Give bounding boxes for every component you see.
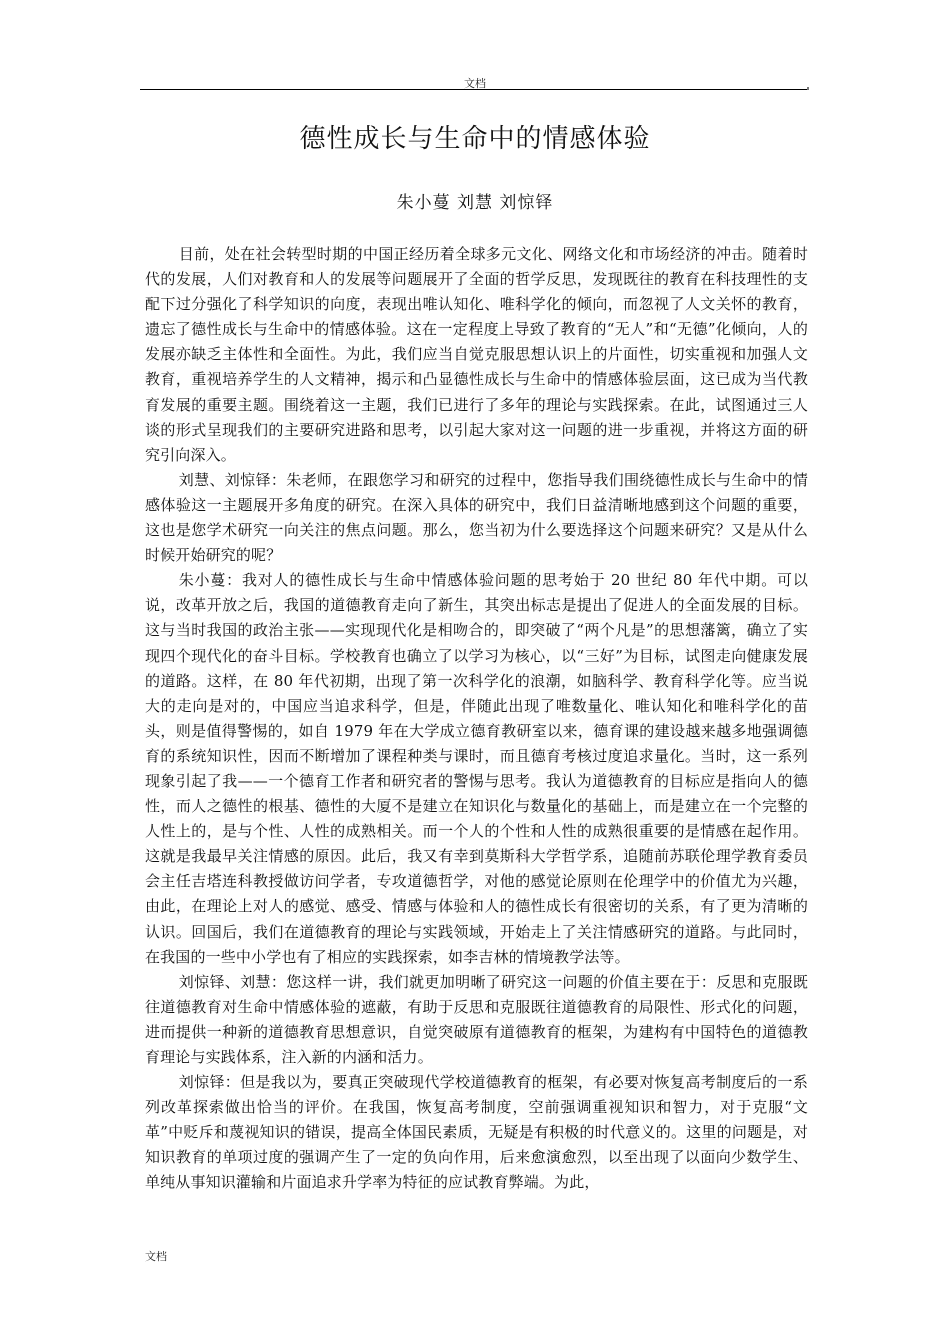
paragraph-question-1: 刘慧、刘惊铎：朱老师，在跟您学习和研究的过程中，您指导我们围绕德性成长与生命中的情感体验这一主题展开多角度的研究。在深入具体的研究中，我们日益清晰地感到这个问题的重要，这也是您学术研究一向关注的焦点问题。那么，您当初为什么要选择这个问题来研究？又是从什么时候开始研究的呢？	[145, 470, 808, 565]
paragraph-response-2: 刘惊铎、刘慧：您这样一讲，我们就更加明晰了研究这一问题的价值主要在于：反思和克服既往道德教育对生命中情感体验的遮蔽，有助于反思和克服既往道德教育的局限性、形式化的问题，进而提供一种新的道德教育思想意识，自觉突破原有道德教育的框架，为建构有中国特色的道德教育理论与实践体系，注入新的内涵和活力。	[145, 972, 808, 1066]
header-rule	[140, 89, 808, 90]
document-authors: 朱小蔓 刘慧 刘惊铎	[396, 193, 554, 213]
paragraph-intro: 目前，处在社会转型时期的中国正经历着全球多元文化、网络文化和市场经济的冲击。随着时代的发展，人们对教育和人的发展等问题展开了全面的哲学反思，发现既往的教育在科技理性的支配下过分强化了科学知识的向度，表现出唯认知化、唯科学化的倾向，而忽视了人文关怀的教育，遗忘了德性成长与生命中的情感体验。这在一定程度上导致了教育的“无人”和“无德”化倾向，人的发展亦缺乏主体性和全面性。为此，我们应当自觉克服思想认识上的片面性，切实重视和加强人文教育，重视培养学生的人文精神，揭示和凸显德性成长与生命中的情感体验层面，这已成为当代教育发展的重要主题。围绕着这一主题，我们已进行了多年的理论与实践探索。在此，试图通过三人谈的形式呈现我们的主要研究进路和思考，以引起大家对这一问题的进一步重视，并将这方面的研究引向深入。	[145, 245, 808, 464]
paragraph-response-3: 刘惊铎：但是我以为，要真正突破现代学校道德教育的框架，有必要对恢复高考制度后的一系列改革探索做出恰当的评价。在我国，恢复高考制度，空前强调重视知识和智力，对于克服“文革”中贬斥和蔑视知识的错误，提高全体国民素质，无疑是有积极的时代意义的。这里的问题是，对知识教育的单项过度的强调产生了一定的负向作用，后来愈演愈烈，以至出现了以面向少数学生、单纯从事知识灌输和片面追求升学率为特征的应试教育弊端。为此，	[145, 1073, 808, 1192]
paragraph-answer-1: 朱小蔓：我对人的德性成长与生命中情感体验问题的思考始于 20 世纪 80 年代中期。可以说，改革开放之后，我国的道德教育走向了新生，其突出标志是提出了促进人的全面发展的目标。这与当时我国的政治主张——实现现代化是相吻合的，即突破了“两个凡是”的思想藩篱，确立了实现四个现代化的奋斗目标。学校教育也确立了以学习为核心，以“三好”为目标，试图走向健康发展的道路。这样，在 80 年代初期，出现了第一次科学化的浪潮，如脑科学、教育科学化等。应当说大的走向是对的，中国应当追求科学，但是，伴随此出现了唯数量化、唯认知化和唯科学化的苗头，则是值得警惕的，如自 1979 年在大学成立德育教研室以来，德育课的建设越来越多地强调德育的系统知识性，因而不断增加了课程种类与课时，而且德育考核过度追求量化。当时，这一系列现象引起了我——一个德育工作者和研究者的警惕与思考。我认为道德教育的目标应是指向人的德性，而人之德性的根基、德性的大厦不是建立在知识化与数量化的基础上，而是建立在一个完整的人性上的，是与个性、人性的成熟相关。而一个人的个性和人性的成熟很重要的是情感在起作用。这就是我最早关注情感的原因。此后，我又有幸到莫斯科大学哲学系，追随前苏联伦理学教育委员会主任吉塔连科教授做访问学者，专攻道德哲学，对他的感觉论原则在伦理学中的价值尤为兴趣，由此，在理论上对人的感觉、感受、情感与体验和人的德性成长有很密切的关系，有了更为清晰的认识。回国后，我们在道德教育的理论与实践领域，开始走上了关注情感研究的道路。与此同时，在我国的一些中小学也有了相应的实践探索，如李吉林的情境教学法等。	[145, 571, 808, 966]
footer-label: 文档	[145, 1250, 167, 1263]
document-body	[145, 242, 808, 1196]
header-label: 文档	[464, 77, 486, 90]
document-title: 德性成长与生命中的情感体验	[299, 124, 651, 154]
header-rule-tick	[807, 87, 809, 90]
